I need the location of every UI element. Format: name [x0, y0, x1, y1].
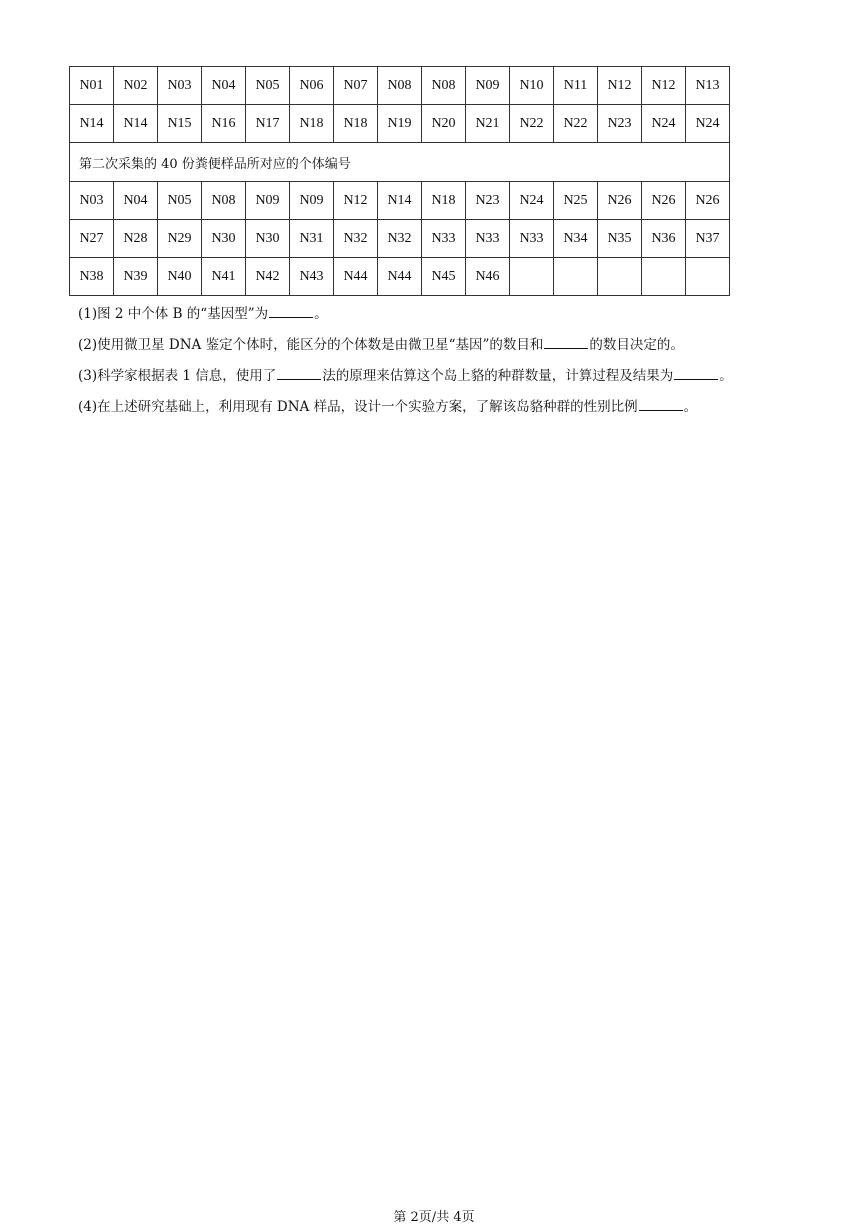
- table-cell: N19: [378, 105, 422, 143]
- table-cell: N31: [290, 220, 334, 258]
- question-4: [78, 396, 858, 427]
- question-3-text: (3)科学家根据表 1 信息，使用了: [78, 368, 277, 384]
- table-cell: N26: [642, 182, 686, 220]
- table-cell: N14: [114, 105, 158, 143]
- table-cell: N32: [334, 220, 378, 258]
- table-cell: [510, 258, 554, 296]
- table-cell: N39: [114, 258, 158, 296]
- table-cell: N04: [114, 182, 158, 220]
- question-1: [78, 303, 858, 334]
- table-cell: N11: [554, 67, 598, 105]
- table-cell: N43: [290, 258, 334, 296]
- table-row: [70, 220, 730, 258]
- answer-blank: [674, 365, 718, 380]
- answer-blank: [269, 303, 313, 318]
- table-cell: N33: [422, 220, 466, 258]
- table-cell: N24: [686, 105, 730, 143]
- answer-blank: [544, 334, 588, 349]
- table-cell: N08: [378, 67, 422, 105]
- table-cell: N30: [246, 220, 290, 258]
- table-cell: N32: [378, 220, 422, 258]
- table-cell: N26: [686, 182, 730, 220]
- table-cell: N24: [510, 182, 554, 220]
- table-cell: N22: [510, 105, 554, 143]
- table-cell: N46: [466, 258, 510, 296]
- table-cell: N27: [70, 220, 114, 258]
- table-cell: N33: [466, 220, 510, 258]
- table-cell: N22: [554, 105, 598, 143]
- question-4-end: 。: [683, 399, 698, 415]
- table-cell: N18: [334, 105, 378, 143]
- table-cell: N26: [598, 182, 642, 220]
- table-cell: N12: [334, 182, 378, 220]
- table-cell: N34: [554, 220, 598, 258]
- page-footer: 第 2页/共 4页: [393, 1210, 475, 1225]
- table-cell: N16: [202, 105, 246, 143]
- table-cell: [686, 258, 730, 296]
- table-cell: N36: [642, 220, 686, 258]
- table-cell: N44: [334, 258, 378, 296]
- table-cell: N35: [598, 220, 642, 258]
- table-cell: N12: [598, 67, 642, 105]
- question-3: [78, 365, 858, 396]
- question-1-text: (1)图 2 中个体 B 的“基因型”为: [78, 306, 269, 322]
- table-cell: N21: [466, 105, 510, 143]
- second-collection-caption: 第二次采集的 40 份粪便样品所对应的个体编号: [70, 143, 730, 182]
- sample-id-table: [69, 66, 730, 296]
- table-cell: N40: [158, 258, 202, 296]
- table-cell: N23: [598, 105, 642, 143]
- table-cell: N38: [70, 258, 114, 296]
- table-cell: N05: [246, 67, 290, 105]
- table-cell: N41: [202, 258, 246, 296]
- table-cell: N09: [246, 182, 290, 220]
- table-cell: N17: [246, 105, 290, 143]
- table-cell: N42: [246, 258, 290, 296]
- table-cell: N06: [290, 67, 334, 105]
- table-row: [70, 67, 730, 105]
- table-cell: N01: [70, 67, 114, 105]
- question-2-end: 的数目决定的。: [589, 337, 684, 353]
- question-3-middle: 法的原理来估算这个岛上貉的种群数量，计算过程及结果为: [322, 368, 674, 384]
- table-cell: N08: [422, 67, 466, 105]
- table-cell: N07: [334, 67, 378, 105]
- table-cell: N09: [466, 67, 510, 105]
- table-cell: N04: [202, 67, 246, 105]
- table-cell: N03: [158, 67, 202, 105]
- table-cell: N14: [378, 182, 422, 220]
- table-cell: N14: [70, 105, 114, 143]
- table-cell: N08: [202, 182, 246, 220]
- table-cell: N20: [422, 105, 466, 143]
- table-cell: N09: [290, 182, 334, 220]
- table-cell: N12: [642, 67, 686, 105]
- answer-blank: [277, 365, 321, 380]
- table-cell: [598, 258, 642, 296]
- table-cell: N33: [510, 220, 554, 258]
- table-cell: [642, 258, 686, 296]
- table-row: [70, 105, 730, 143]
- table-cell: N13: [686, 67, 730, 105]
- question-3-end: 。: [719, 368, 733, 384]
- table-cell: N03: [70, 182, 114, 220]
- table-row: [70, 258, 730, 296]
- table-cell: N30: [202, 220, 246, 258]
- table-cell: N37: [686, 220, 730, 258]
- table-caption-row: [70, 143, 730, 182]
- table-cell: N24: [642, 105, 686, 143]
- question-2-text: (2)使用微卫星 DNA 鉴定个体时，能区分的个体数是由微卫星“基因”的数目和: [78, 337, 544, 353]
- table-cell: N02: [114, 67, 158, 105]
- table-cell: N10: [510, 67, 554, 105]
- table-cell: N23: [466, 182, 510, 220]
- table-body: [70, 67, 730, 296]
- table-cell: N45: [422, 258, 466, 296]
- table-cell: N15: [158, 105, 202, 143]
- table-cell: N28: [114, 220, 158, 258]
- answer-blank: [639, 396, 683, 411]
- table-cell: N29: [158, 220, 202, 258]
- question-2: [78, 334, 858, 365]
- table-cell: N05: [158, 182, 202, 220]
- question-list: [78, 303, 858, 427]
- table-cell: N18: [422, 182, 466, 220]
- table-cell: N44: [378, 258, 422, 296]
- table-cell: [554, 258, 598, 296]
- table-cell: N18: [290, 105, 334, 143]
- question-1-end: 。: [314, 306, 328, 322]
- table-cell: N25: [554, 182, 598, 220]
- table-row: [70, 182, 730, 220]
- question-4-text: (4)在上述研究基础上，利用现有 DNA 样品，设计一个实验方案，了解该岛貉种群的性别比例: [78, 399, 638, 415]
